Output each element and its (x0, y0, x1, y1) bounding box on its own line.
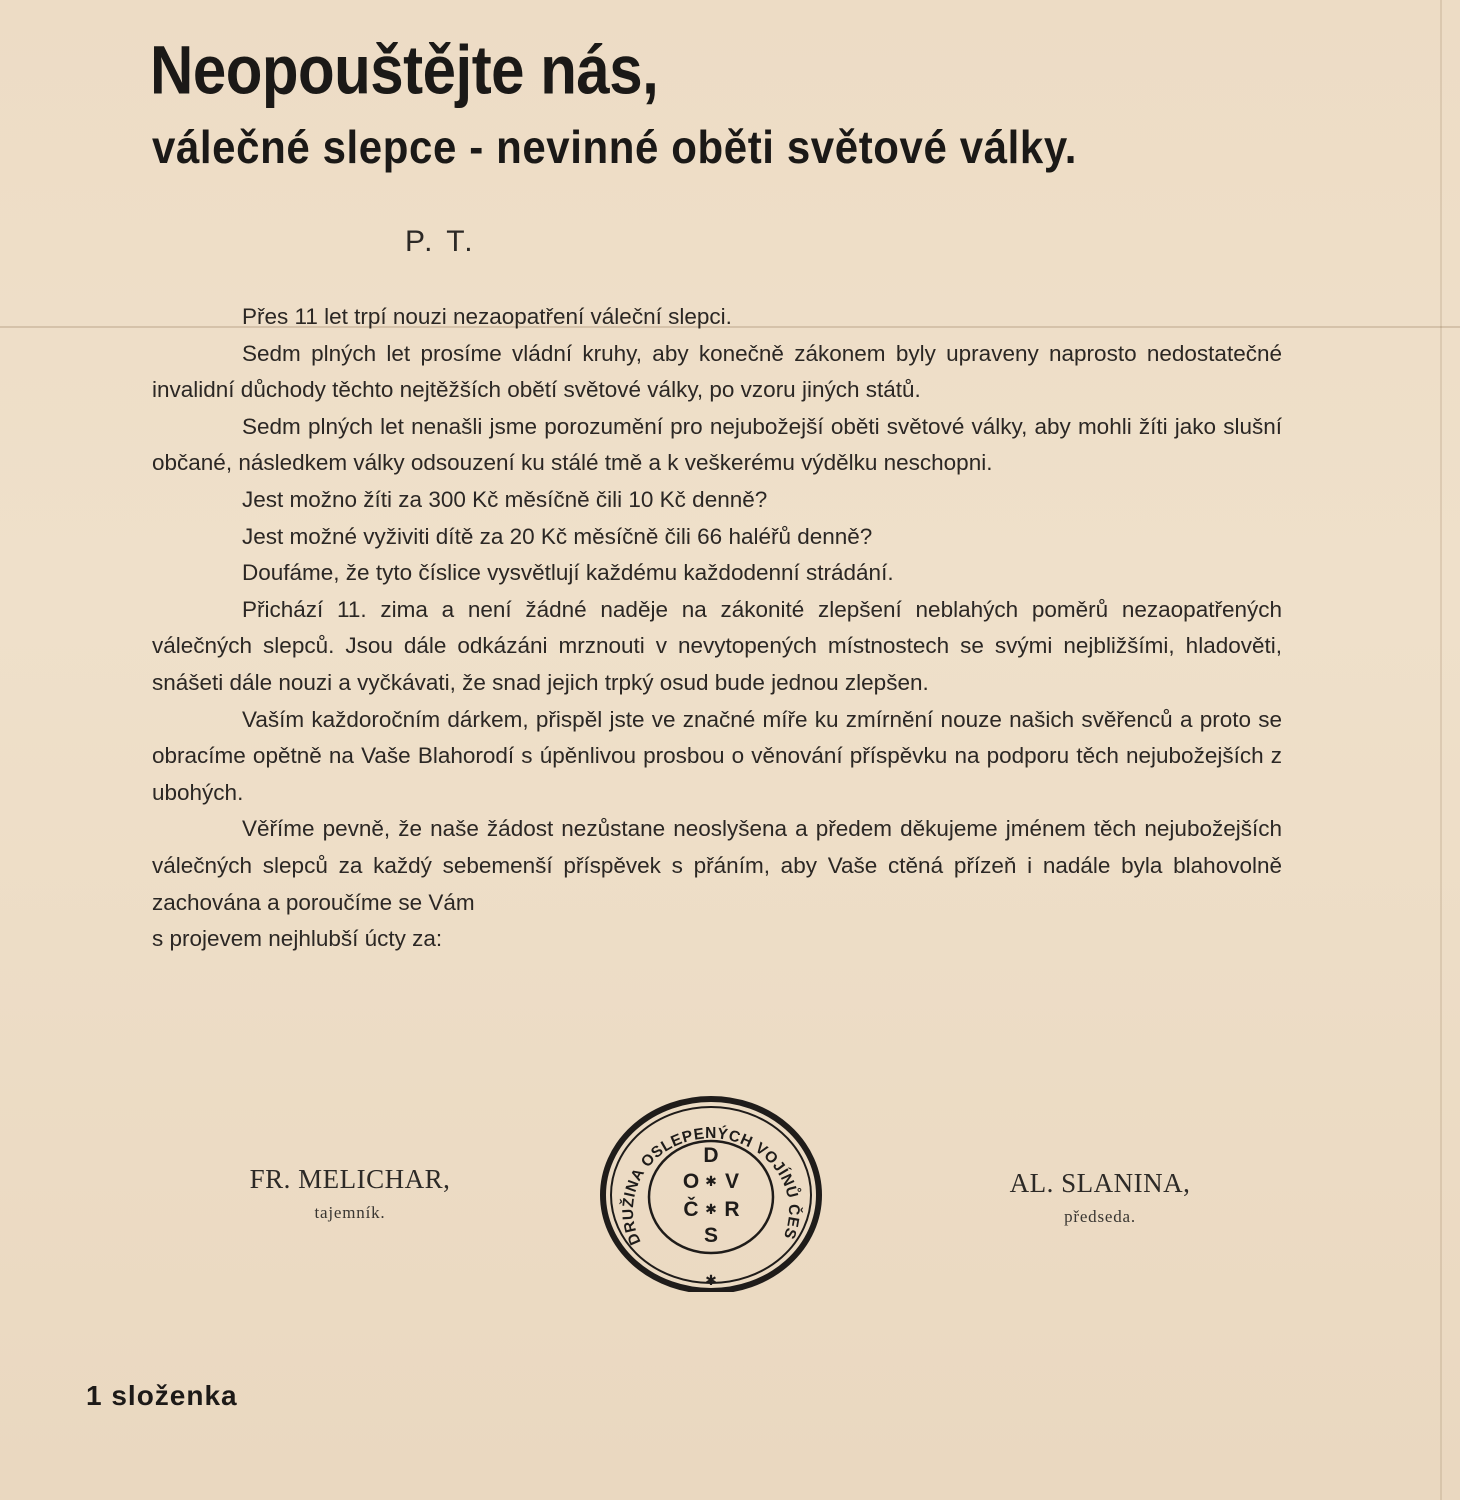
paper-fold-vertical (1440, 0, 1442, 1500)
headline-line-2: válečné slepce - nevinné oběti světové války. (152, 121, 1077, 173)
paragraph-belief: Věříme pevně, že naše žádost nezůstane neoslyšena a předem děkujeme jménem těch nejubožejších válečných slepců za každý sebemenší příspěvek s přáním, aby Vaše ctěná přízeň i nadále byla blahovolně zachována a poroučíme se Vám (152, 816, 1282, 915)
payment-slip-label: 1 složenka (86, 1380, 238, 1411)
signer-name-right: AL. SLANINA, (1009, 1168, 1191, 1198)
paragraph-seven-years-request: Sedm plných let prosíme vládní kruhy, aby konečně zákonem byly upraveny naprosto nedostatečné invalidní důchody těchto nejtěžších obětí světové války, po vzoru jiných států. (152, 340, 1282, 403)
paragraph-annual-gift: Vaším každoročním dárkem, přispěl jste ve značné míře ku zmírnění nouze našich svěřenců a proto se obracíme opětně na Vaše Blahorodí s úpěnlivou prosbou o věnování příspěvku na podporu těch nejubožejších z ubohých. (152, 706, 1282, 805)
letter-body (152, 299, 1282, 958)
signature-chairman (950, 1168, 1250, 1227)
stamp-letter-d: D (703, 1144, 719, 1167)
headline-line-1: Neopouštějte nás, (150, 31, 659, 109)
signature-secretary (200, 1164, 500, 1223)
stamp-letter-c: Č (683, 1198, 699, 1221)
closing-line: s projevem nejhlubší úcty za: (152, 926, 443, 952)
organization-stamp (596, 1092, 826, 1292)
stamp-letter-v: V (724, 1170, 740, 1193)
stamp-bottom-star-icon: ✱ (705, 1274, 717, 1289)
stamp-letter-s: S (703, 1224, 719, 1247)
paragraph-intro: Přes 11 let trpí nouzi nezaopatření váleční slepci. (242, 304, 732, 329)
salutation: P. T. (405, 225, 476, 258)
paragraph-winter: Přichází 11. zima a není žádné naděje na zákonité zlepšení neblahých poměrů nezaopatřených válečných slepců. Jsou dále odkázáni mrznouti v nevytopených místnostech se svými nejbližšími, hladověti, snášeti dále nouzi a vyčkávati, že snad jejich trpký osud bude jednou zlepšen. (152, 596, 1282, 695)
stamp-seal-icon (596, 1092, 826, 1292)
stamp-ring-text: DRUŽINA OSLEPENÝCH VOJÍNŮ ČES (619, 1125, 803, 1248)
paragraph-question-300kc: Jest možno žíti za 300 Kč měsíčně čili 10 Kč denně? (242, 486, 768, 512)
signer-role-left: tajemník. (314, 1203, 386, 1222)
paragraph-question-child: Jest možné vyživiti dítě za 20 Kč měsíčně čili 66 haléřů denně? (242, 523, 873, 549)
signer-role-right: předseda. (1064, 1207, 1136, 1226)
signer-name-left: FR. MELICHAR, (249, 1164, 451, 1194)
paragraph-numbers-explain: Doufáme, že tyto číslice vysvětlují každému každodenní strádání. (242, 560, 894, 586)
paragraph-seven-years-no-understanding: Sedm plných let nenašli jsme porozumění pro nejubožejší oběti světové války, aby mohli žíti jako slušní občané, následkem války odsouzení ku stálé tmě a k veškerému výdělku neschopni. (152, 413, 1282, 476)
stamp-star-icon: ✱ (705, 1175, 717, 1190)
stamp-star-icon: ✱ (705, 1203, 717, 1218)
stamp-letter-o: O (682, 1170, 700, 1193)
stamp-letter-r: R (724, 1198, 740, 1221)
